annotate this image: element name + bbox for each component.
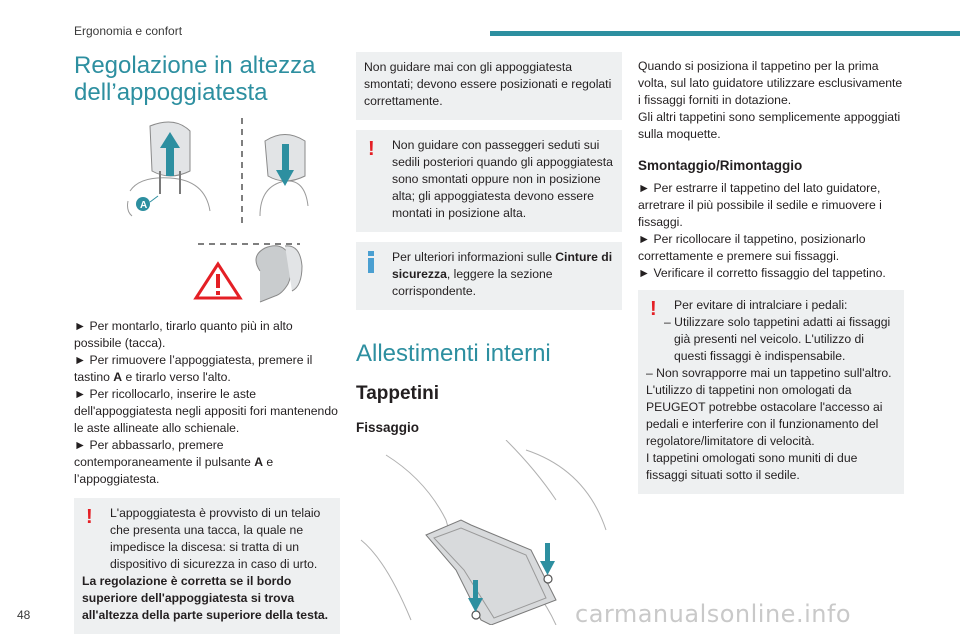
headrest-driving-note — [356, 52, 622, 120]
headrest-step-1: ► Per montarlo, tirarlo quanto più in alto possibile (tacca). — [74, 319, 293, 350]
warning-icon: ! — [368, 138, 375, 160]
headrest-step-3: ► Per ricollocarlo, inserire le aste dell'appoggiatesta negli appositi fori mantenendo le aste allineate allo schienale. — [74, 387, 338, 435]
headrest-step-4: ► Per abbassarlo, premere contemporaneamente il pulsante A e l’appoggiatesta. — [74, 438, 274, 486]
column-2 — [356, 52, 622, 625]
rear-passengers-warning — [356, 130, 622, 232]
seatbelt-info-text: Per ulteriori informazioni sulle Cinture di sicurezza, leggere la sezione corrispondente. — [392, 250, 613, 298]
pedal-warning-line-2: – Utilizzare solo tappetini adatti ai fissaggi già presenti nel veicolo. L'utilizzo di questi fissaggi è indispensabile. — [664, 315, 891, 363]
header-accent-bar — [490, 31, 960, 36]
section-title-headrest: Regolazione in altezza dell’appoggiatesta — [74, 52, 316, 106]
headrest-steps — [74, 318, 340, 488]
mat-step-2: ► Per ricollocare il tappetino, posizionarlo correttamente e premere sui fissaggi. — [638, 232, 866, 263]
pedal-warning-line-1: Per evitare di intralciare i pedali: — [674, 298, 848, 312]
section-title-interior: Allestimenti interni — [356, 340, 551, 367]
column-1 — [74, 52, 340, 634]
figure-label-a: A — [140, 200, 148, 211]
mat-steps — [638, 180, 904, 282]
mat-step-3: ► Verificare il corretto fissaggio del tappetino. — [638, 266, 886, 280]
pedal-warning-line-4: L'utilizzo di tappetini non omologati da PEUGEOT potrebbe ostacolare l'accesso ai pedali e interferire con il funzionamento del regolatore/limitatore di velocità. — [646, 383, 883, 448]
headrest-warning-text: L'appoggiatesta è provvisto di un telaio che presenta una tacca, la quale ne impedisce la discesa: si tratta di un dispositivo di sicurezza in caso di urto. — [110, 506, 321, 571]
headrest-driving-text: Non guidare mai con gli appoggiatesta smontati; devono essere posizionati e regolati correttamente. — [364, 60, 612, 108]
mat-step-1: ► Per estrarre il tappetino del lato guidatore, arretrare il più possibile il sedile e rimuovere i fissaggi. — [638, 181, 882, 229]
info-icon — [368, 251, 374, 273]
heading-fixing: Fissaggio — [356, 420, 420, 435]
rear-passengers-text: Non guidare con passeggeri seduti sui sedili posteriori quando gli appoggiatesta sono smontati oppure non in posizione alta; gli appoggiatesta devono essere montati in posizione alta. — [392, 138, 613, 220]
headrest-warning-bold: La regolazione è corretta se il bordo superiore dell'appoggiatesta si trova all'altezza della parte superiore della testa. — [82, 574, 329, 622]
floor-mat-illustration — [356, 440, 616, 625]
mat-intro: Quando si posiziona il tappetino per la prima volta, sul lato guidatore utilizzare esclusivamente i fissaggi forniti in dotazione. — [638, 59, 903, 107]
mat-intro-2: Gli altri tappetini sono semplicemente appoggiati sulla moquette. — [638, 110, 901, 141]
headrest-warning-note — [74, 498, 340, 634]
warning-icon: ! — [86, 506, 93, 528]
headrest-illustration — [110, 116, 310, 306]
pedal-warning-note — [638, 290, 904, 494]
pedal-warning-line-5: I tappetini omologati sono muniti di due fissaggi situati sotto il sedile. — [646, 451, 858, 482]
seatbelt-link: Cinture di sicurezza — [392, 250, 613, 281]
headrest-step-2: ► Per rimuovere l’appoggiatesta, premere il tastino A e tirarlo verso l'alto. — [74, 353, 313, 384]
page-number: 48 — [17, 608, 31, 622]
pedal-warning-line-3: – Non sovrapporre mai un tappetino sull'altro. — [646, 366, 892, 380]
warning-icon: ! — [650, 298, 657, 320]
subsection-title-mats: Tappetini — [356, 383, 440, 404]
seatbelt-info-note — [356, 242, 622, 310]
running-header: Ergonomia e confort — [74, 24, 183, 38]
watermark: carmanualsonline.info — [575, 600, 852, 628]
column-3 — [638, 52, 904, 494]
heading-removal-refit: Smontaggio/Rimontaggio — [638, 158, 803, 173]
